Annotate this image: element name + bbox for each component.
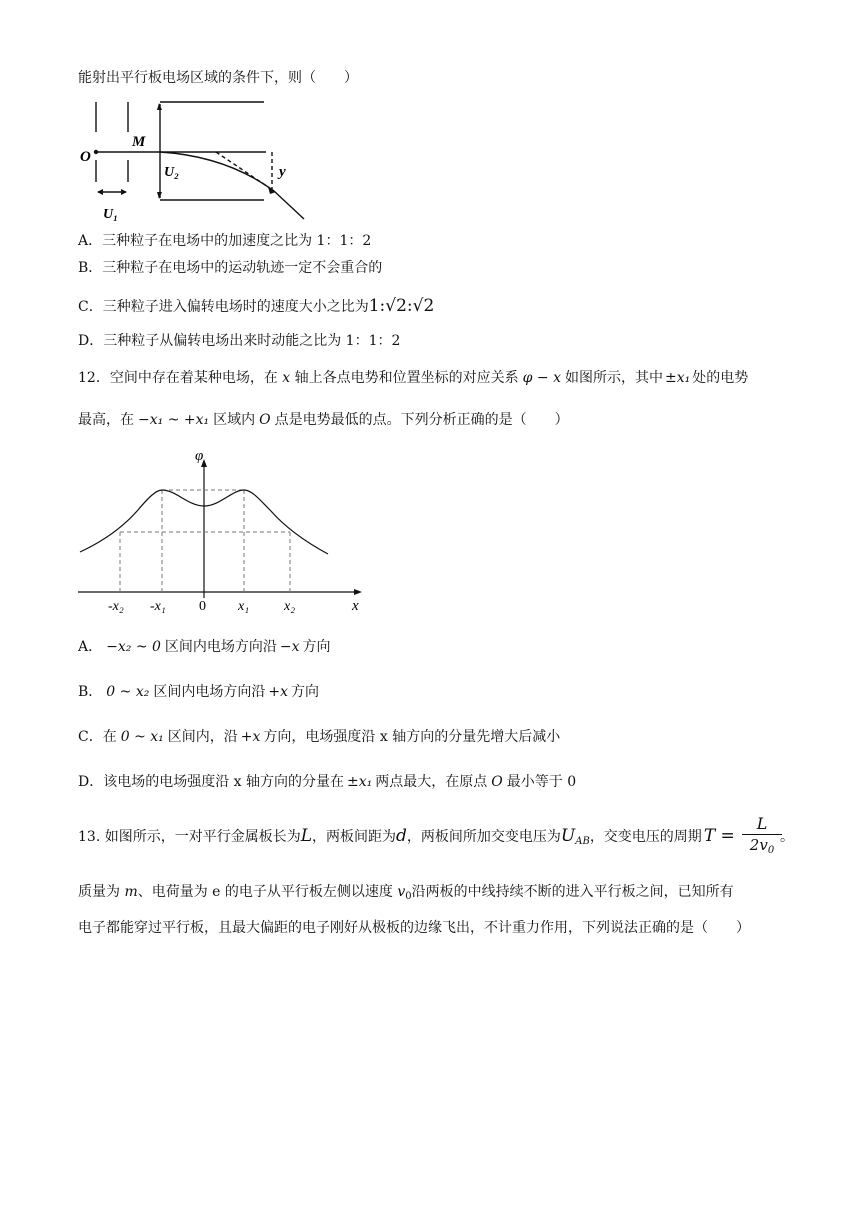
q11-option-c xyxy=(78,296,434,317)
q13-stem-line1: 13. 如图所示，一对平行金属板长为L，两板间距为d，两板间所加交变电压为$U_{AB}$，交变电压的周期 T = xyxy=(78,826,735,847)
q13-period-end: 。 xyxy=(780,829,794,845)
axis-label-x: x xyxy=(352,598,359,614)
q12-stem-line1: 12．空间中存在着某种电场，在 x 轴上各点电势和位置坐标的对应关系 φ − x 如图所示，其中 ±x₁ 处的电势 xyxy=(78,370,749,386)
q12-potential-figure xyxy=(76,448,376,618)
q12-option-a: A． −x₂ ~ 0 区间内电场方向沿 −x 方向 xyxy=(78,639,331,655)
q12-option-b: B． 0 ~ x₂ 区间内电场方向沿 +x 方向 xyxy=(78,684,319,700)
q11-option-d: D．三种粒子从偏转电场出来时动能之比为 1：1：2 xyxy=(78,333,401,349)
trajectory xyxy=(160,152,304,219)
q13-stem-line2: 质量为 m、电荷量为 e 的电子从平行板左侧以速度 $v_0$沿两板的中线持续不断的进入平行板之间，已知所有 xyxy=(78,884,734,902)
q12-option-d: D．该电场的电场强度沿 x 轴方向的分量在 ±x₁ 两点最大，在原点 O 最小等于 0 xyxy=(78,774,577,790)
label-y: y xyxy=(279,164,286,180)
tick-neg-x2: -x₂ xyxy=(108,599,124,614)
tick-x1: x₁ xyxy=(238,599,250,614)
fraction-denominator: $2v_0$ xyxy=(749,836,775,856)
tick-x2: x₂ xyxy=(284,599,296,614)
q11-figure xyxy=(76,98,316,222)
tick-neg-x1: -x₁ xyxy=(150,599,166,614)
q11-intro: 能射出平行板电场区域的条件下，则（ ） xyxy=(78,70,358,86)
q12-stem-line2: 最高，在 −x₁ ~ +x₁ 区域内 O 点是电势最低的点。下列分析正确的是（ ） xyxy=(78,412,569,428)
q11-option-c-text: C．三种粒子进入偏转电场时的速度大小之比为 xyxy=(78,299,369,315)
fraction-numerator: L xyxy=(742,814,782,835)
q11-option-b: B．三种粒子在电场中的运动轨迹一定不会重合的 xyxy=(78,260,383,276)
q11-option-c-math: 1:√2:√2 xyxy=(368,296,435,316)
q11-option-a: A．三种粒子在电场中的加速度之比为 1：1：2 xyxy=(78,233,372,249)
q13-stem-line3: 电子都能穿过平行板，且最大偏距的电子刚好从极板的边缘飞出，不计重力作用，下列说法正确的是（ ） xyxy=(78,920,750,936)
label-U1: U₁ xyxy=(103,207,118,222)
label-U2: U₂ xyxy=(164,165,179,180)
label-M: M xyxy=(132,134,146,150)
axis-label-phi: φ xyxy=(195,448,204,464)
label-O: O xyxy=(80,149,91,165)
q12-option-c: C．在 0 ~ x₁ 区间内，沿 +x 方向，电场强度沿 x 轴方向的分量先增大后减小 xyxy=(78,729,561,745)
q13-period-fraction xyxy=(742,814,782,861)
tick-zero: 0 xyxy=(199,599,206,614)
